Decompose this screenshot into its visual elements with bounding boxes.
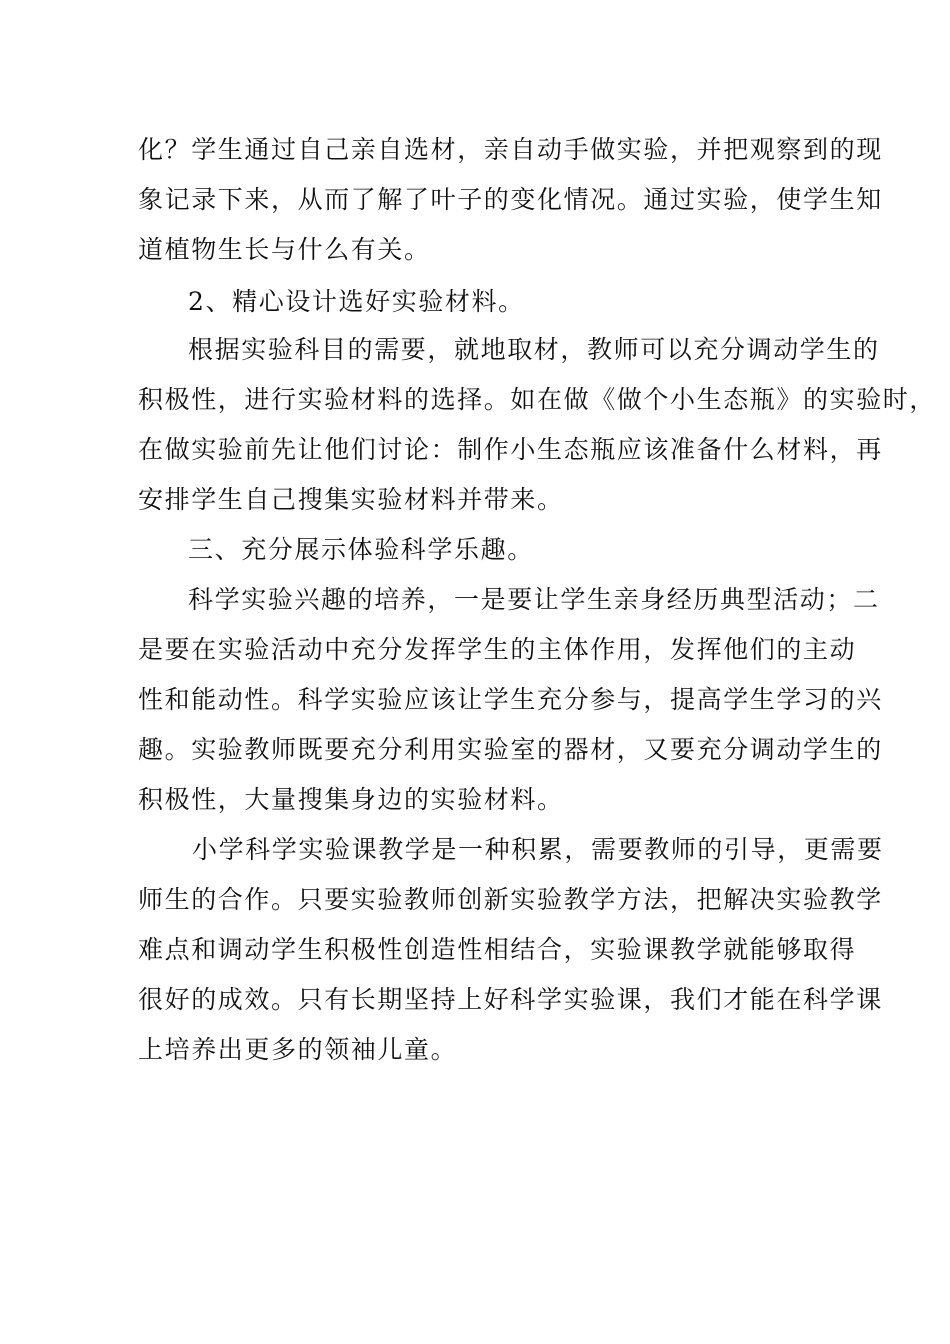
paragraph-line: 道植物生长与什么有关。 (138, 235, 431, 264)
paragraph-line: 趣。实验教师既要充分利用实验室的器材，又要充分调动学生的 (138, 735, 883, 764)
paragraph-line: 很好的成效。只有长期坚持上好科学实验课，我们才能在科学课 (138, 985, 883, 1014)
section-heading: 三、充分展示体验科学乐趣。 (188, 535, 534, 564)
paragraph-line: 是要在实验活动中充分发挥学生的主体作用，发挥他们的主动 (138, 635, 857, 664)
paragraph-line: 安排学生自己搜集实验材料并带来。 (138, 485, 564, 514)
section-heading: 2、精心设计选好实验材料。 (188, 287, 525, 316)
paragraph-line: 师生的合作。只要实验教师创新实验教学方法，把解决实验教学 (138, 885, 883, 914)
paragraph-line: 上培养出更多的领袖儿童。 (138, 1035, 458, 1064)
paragraph-line: 积极性，大量搜集身边的实验材料。 (138, 785, 564, 814)
paragraph-line: 象记录下来，从而了解了叶子的变化情况。通过实验，使学生知 (138, 185, 883, 214)
paragraph-line: 根据实验科目的需要，就地取材，教师可以充分调动学生的 (188, 335, 880, 364)
paragraph-line: 积极性，进行实验材料的选择。如在做《做个小生态瓶》的实验时， (138, 385, 937, 414)
paragraph-line: 在做实验前先让他们讨论：制作小生态瓶应该准备什么材料，再 (138, 435, 883, 464)
paragraph-line: 化？学生通过自己亲自选材，亲自动手做实验，并把观察到的现 (138, 135, 883, 164)
paragraph-line: 性和能动性。科学实验应该让学生充分参与，提高学生学习的兴 (138, 685, 883, 714)
paragraph-line: 小学科学实验课教学是一种积累，需要教师的引导，更需要 (192, 835, 884, 864)
paragraph-line: 难点和调动学生积极性创造性相结合，实验课教学就能够取得 (138, 935, 857, 964)
paragraph-line: 科学实验兴趣的培养，一是要让学生亲身经历典型活动；二 (188, 585, 880, 614)
